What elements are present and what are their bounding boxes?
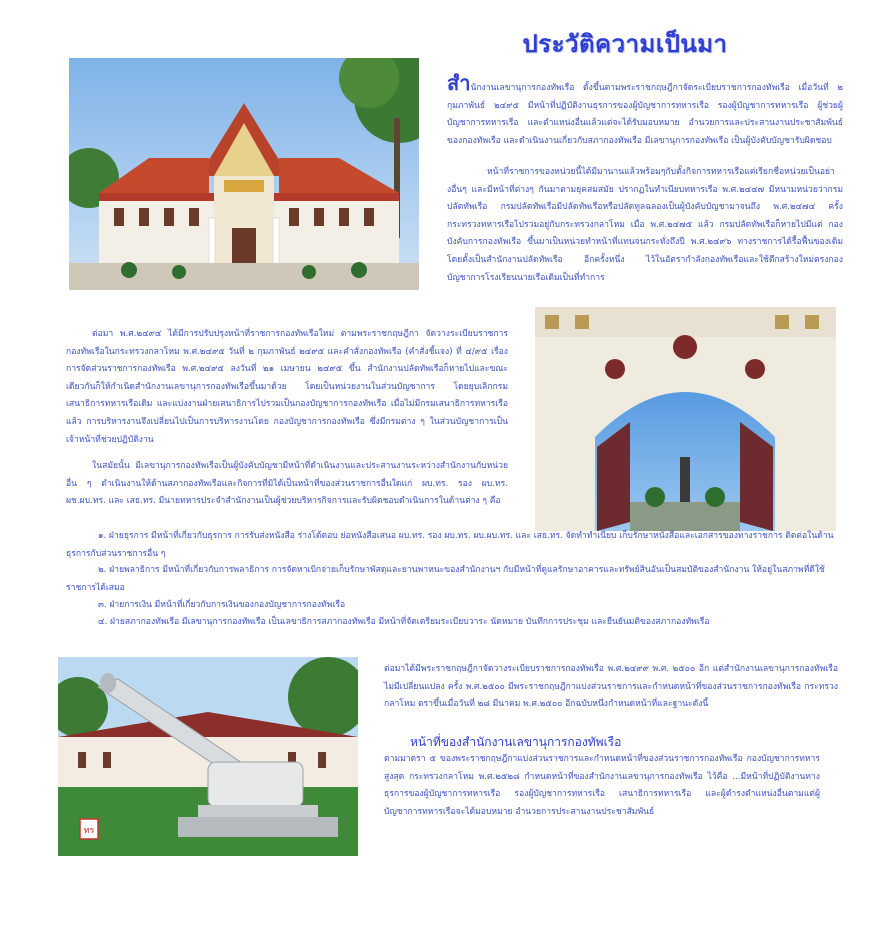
later-decree-text: ต่อมาได้มีพระราชกฤษฎีกาจัดวางระเบียบราชการกองทัพเรือ พ.ศ.๒๔๙๙ พ.ศ. ๒๕๐๐ อีก แต่สำนักงานเลขานุการกองทัพเรือ ไม่มีเปลี่ยนแปลง ครั้ง พ.ศ.๒๕๐๐ มีพระราชกฤษฎีกาแบ่งส่วนราชการและกำหนดหน้าที่ของส่วนราชการกองทัพเรือ กระทรวงกลาโหม ตราขึ้นเมื่อวันที่ ๒๘ มีนาคม พ.ศ.๒๕๐๐ อีกฉบับหนึ่งกำหนดหน้าที่และฐานะดังนี้ [384,664,838,710]
naval-gun-photo [58,657,358,856]
duty-item-quartermaster: ๒. ฝ่ายพลาธิการ มีหน้าที่เกี่ยวกับการพลาธิการ การจัดหาเบิกจ่ายเก็บรักษาพัสดุและยานพาหนะของสำนักงานฯ กับมีหน้าที่ดูแลรักษาอาคารและทรัพย์สินอันเป็นสมบัติของสำนักงาน ให้อยู่ในสภาพที่ดีใช้ราชการได้เสมอ [66,565,825,593]
office-duties-text: ตามมาตรา ๕ ของพระราชกฤษฎีกาแบ่งส่วนราชการและกำหนดหน้าที่ของส่วนราชการกองทัพเรือ กองบัญชาการทหารสูงสุด กระทรวงกลาโหม พ.ศ.๒๕๒๘ กำหนดหน้าที่ของสำนักงานเลขานุการกองทัพเรือ ไว้คือ ...มีหน้าที่ปฏิบัติงานทางธุรการของผู้บัญชาการทหารเรือ รองผู้บัญชาการทหารเรือ เสนาธิการทหารเรือ และผู้ดำรงตำแหน่งอื่นตามแต่ผู้บัญชาการทหารเรือจะได้มอบหมาย อำนวยการประสานงานประชาสัมพันธ์ [384,754,820,817]
duties-intro-paragraph [66,458,508,511]
office-duties-heading: หน้าที่ของสำนักงานเลขานุการกองทัพเรือ [410,735,622,749]
duty-item-finance: ๓. ฝ่ายการเงิน มีหน้าที่เกี่ยวกับการเงินของกองบัญชาการกองทัพเรือ [98,600,346,610]
later-decree-paragraph [384,661,838,714]
page-title: ประวัติความเป็นมา [522,30,728,58]
office-duties-paragraph [384,751,820,821]
restructure-text: ต่อมา พ.ศ.๒๔๙๔ ได้มีการปรับปรุงหน้าที่ราชการกองทัพเรือใหม่ ตามพระราชกฤษฎีกา จัดวางระเบียบราชการกองทัพเรือในกระทรวงกลาโหม พ.ศ.๒๔๙๕ วันที่ ๒ กุมภาพันธ์ ๒๔๙๕ และคำสั่งกองทัพเรือ (คำสั่งชี้แจง) ที่ ๔/๙๕ เรื่อง การจัดส่วนราชการกองทัพเรือ พ.ศ.๒๔๙๕ ลงวันที่ ๒๑ เมษายน ๒๔๙๕ ขึ้น สำนักงานปลัดทัพเรือก็หายไปและขณะเดียวกันก็ให้กำเนิดสำนักงานเลขานุการกองทัพเรือขึ้นมาด้วย โดยเป็นหน่วยงานในส่วนบัญชาการ โดยยุบเลิกกรมเสนาธิการทหารเรือเดิม และแบ่งงานฝ่ายเสนาธิการไปรวมเป็นกองบัญชาการกองทัพเรือ เมื่อไม่มีกรมเสนาธิการทหารเรือแล้ว การบริหารงานจึงเปลี่ยนไปเป็นการบริหารงานโดย กองบัญชาการกองทัพเรือ ซึ่งมีกรมต่าง ๆ ในส่วนบัญชาการเป็นเจ้าหน้าที่ช่วยปฏิบัติงาน [66,329,508,445]
restructure-paragraph [66,326,508,449]
intro-paragraph [447,71,843,150]
history-paragraph [447,164,843,287]
duty-item-navy-council: ๔. ฝ่ายสภากองทัพเรือ มีเลขานุการกองทัพเรือ เป็นเลขาธิการสภากองทัพเรือ มีหน้าที่จัดเตรียมระเบียบวาระ นัดหมาย บันทึกการประชุม และยืนยันมติของสภากองทัพเรือ [98,617,710,627]
duties-intro-text: ในสมัยนั้น มีเลขานุการกองทัพเรือเป็นผู้บังคับบัญชามีหน้าที่ดำเนินงานและประสานงานระหว่างสำนักงานกับหน่วยอื่น ๆ ดำเนินงานให้ด้านสภากองทัพเรือและกิจการที่มิได้เป็นหน้าที่ของส่วนราชการอื่นใดแก่ ผบ.ทร. รอง ผบ.ทร. ผช.ผบ.ทร. และ เสธ.ทร. มีนายทหารประจำสำนักงานเป็นผู้ช่วยบริหารกิจการและรับผิดชอบดำเนินการในด้านต่าง ๆ คือ [66,461,508,507]
history-text: หน้าที่ราชการของหน่วยนี้ได้มีมานานแล้วพร้อมๆกับตั้งกิจการทหารเรือแต่เรียกชื่อหน่วยเป็นอย่างอื่นๆ และมีหน้าที่ต่างๆ กันมาตามยุคสมสมัย ปรากฏในทำเนียบทหารเรือ พ.ศ.๒๔๔๗ มีหนามหน่วยว่ากรมปลัดทัพเรือ กรมปลัดทัพเรือมีปลัดทัพเรือหรือปลัดทูลฉลองเป็นผู้บังคับบัญชามาจนถึง พ.ศ.๒๔๗๔ ครั้งกระทรวงทหารเรือไปรวมอยู่กับกระทรวงกลาโหม เมื่อ พ.ศ.๒๔๗๕ แล้ว กรมปลัดทัพเรือก็หายไปมีแต่ กองบังคับการกองทัพเรือ ขึ้นมาเป็นหน่วยทำหน้าที่แทนจนกระทั่งถึงปี พ.ศ.๒๔๙๖ ทางราชการได้รื้อฟื้นของเดิมโดยตั้งเป็นสำนักงานปลัดทัพเรือ อีกครั้งหนึ่ง ไว้ในอัตรากำลังกองทัพเรือและใช้ตึกสร้างใหม่ตรงกองบัญชาการโรงเรียนนายเรือเดิมเป็นที่ทำการ [447,167,843,283]
gate-arch-photo [535,307,836,531]
dropcap: สำ [447,71,471,95]
headquarters-building-photo [69,58,419,290]
svg-text:ทร: ทร [83,826,95,836]
duty-item-admin: ๑. ฝ่ายธุรการ มีหน้าที่เกี่ยวกับธุรการ การรับส่งหนังสือ ร่างโต้ตอบ ย่อหนังสือเสนอ ผบ.ทร. รอง ผบ.ทร. ผบ.ผบ.ทร. และ เสธ.ทร. จัดทำทำเนียบ เก็บรักษาหนังสือและเอกสารของทางราชการ ติดต่อในด้านธุรการกับส่วนราชการอื่น ๆ [66,531,834,559]
intro-text: นักงานเลขานุการกองทัพเรือ ตั้งขึ้นตามพระราชกฤษฎีกาจัดระเบียบราชการกองทัพเรือ เมื่อวันที่ ๒ กุมภาพันธ์ ๒๔๙๕ มีหน้าที่ปฏิบัติงานธุรการของผู้บัญชาการทหารเรือ รองผู้บัญชาการทหารเรือ ผู้ช่วยผู้บัญชาการทหารเรือ และตำแหน่งอื่นแล้วแต่จะได้รับมอบหมาย อำนวยการและประสานงานประชาสัมพันธ์ของกองทัพเรือ และดำเนินงานเกี่ยวกับสภากองทัพเรือ มีเลขานุการกองทัพเรือ เป็นผู้บังคับบัญชารับผิดชอบ [447,83,843,146]
